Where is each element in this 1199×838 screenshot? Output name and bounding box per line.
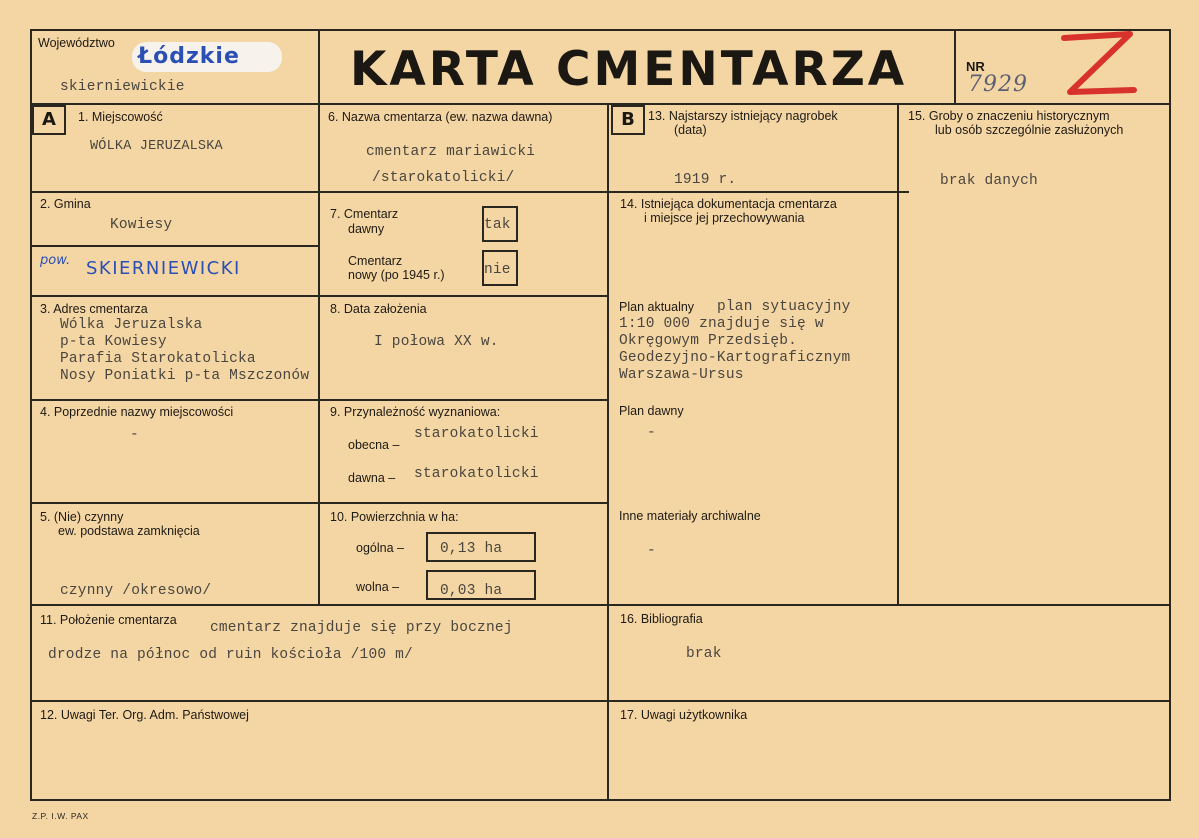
field-7-dawny-value: tak — [484, 217, 511, 233]
field-17-label: 17. Uwagi użytkownika — [620, 708, 748, 722]
page-title: KARTA CMENTARZA — [350, 42, 908, 97]
row-line-3 — [30, 399, 609, 401]
field-12-label: 12. Uwagi Ter. Org. Adm. Państwowej — [40, 708, 249, 722]
section-a-marker: A — [32, 105, 66, 135]
frame-left — [30, 29, 32, 801]
field-11-line-2: drodze na północ od ruin kościoła /100 m/ — [48, 647, 413, 663]
field-3-line-4: Nosy Poniatki p-ta Mszczonów — [60, 368, 310, 384]
field-2-value: Kowiesy — [110, 217, 173, 233]
section-b-marker: B — [611, 105, 645, 135]
field-16-value: brak — [686, 646, 722, 662]
field-9-dawna: dawna – — [348, 471, 396, 485]
plan-dawny-value: - — [647, 425, 656, 441]
field-8-value: I połowa XX w. — [374, 334, 499, 350]
field-13-label-2: (data) — [674, 123, 707, 137]
field-11-line-1: cmentarz znajduje się przy bocznej — [210, 620, 513, 636]
field-7-nowy-2: nowy (po 1945 r.) — [348, 268, 445, 282]
row-line-4 — [30, 502, 609, 504]
field-10-wolna-value: 0,03 ha — [440, 583, 503, 599]
field-16-label: 16. Bibliografia — [620, 612, 703, 626]
field-2-label: 2. Gmina — [40, 197, 91, 211]
row-line-6 — [30, 700, 1171, 702]
header-divider-2 — [954, 29, 956, 105]
plan-aktualny-line-4: Geodezyjno-Kartograficznym — [619, 350, 851, 366]
row-line-5 — [30, 604, 1171, 606]
field-9-obecna-value: starokatolicki — [414, 426, 539, 442]
plan-dawny-label: Plan dawny — [619, 404, 684, 418]
nr-value: 7929 — [968, 72, 1028, 97]
nr-label: NR — [966, 59, 985, 74]
field-13-value: 1919 r. — [674, 172, 737, 188]
wojewodztwo-old: skierniewickie — [60, 79, 185, 95]
pow-value: SKIERNIEWICKI — [86, 258, 241, 279]
field-15-label-1: 15. Groby o znaczeniu historycznym — [908, 109, 1110, 123]
frame-top — [30, 29, 1171, 31]
plan-aktualny-line-2: 1:10 000 znajduje się w — [619, 316, 824, 332]
plan-aktualny-line-1: plan sytuacyjny — [717, 299, 851, 315]
field-14-label-2: i miejsce jej przechowywania — [644, 211, 805, 225]
field-10-ogolna-value: 0,13 ha — [440, 541, 503, 557]
printer-footer: Z.P. I.W. PAX — [32, 811, 89, 821]
field-6-line-2: /starokatolicki/ — [372, 170, 515, 186]
field-5-label-2: ew. podstawa zamknięcia — [58, 524, 200, 538]
field-15-value: brak danych — [940, 173, 1038, 189]
col-divider-2 — [607, 103, 609, 801]
header-bottom-line — [30, 103, 1171, 105]
field-9-obecna: obecna – — [348, 438, 400, 452]
header-divider-1 — [318, 29, 320, 105]
field-3-line-3: Parafia Starokatolicka — [60, 351, 256, 367]
frame-right — [1169, 29, 1171, 801]
plan-aktualny-line-3: Okręgowym Przedsięb. — [619, 333, 798, 349]
inne-materialy-value: - — [647, 543, 656, 559]
field-9-dawna-value: starokatolicki — [414, 466, 539, 482]
field-14-label-1: 14. Istniejąca dokumentacja cmentarza — [620, 197, 837, 211]
field-6-label: 6. Nazwa cmentarza (ew. nazwa dawna) — [328, 110, 553, 124]
field-9-label: 9. Przynależność wyznaniowa: — [330, 405, 501, 419]
field-10-label: 10. Powierzchnia w ha: — [330, 510, 459, 524]
pow-prefix: pow. — [40, 253, 71, 268]
field-7-nowy-value: nie — [484, 262, 511, 278]
field-1-label: 1. Miejscowość — [78, 110, 163, 124]
field-4-value: - — [130, 427, 139, 443]
field-10-wolna: wolna – — [356, 580, 400, 594]
field-3-line-1: Wólka Jeruzalska — [60, 317, 203, 333]
field-11-label: 11. Położenie cmentarza — [40, 613, 177, 627]
field-7-label: 7. Cmentarz — [330, 207, 399, 221]
field-8-label: 8. Data założenia — [330, 302, 427, 316]
field-15-label-2: lub osób szczególnie zasłużonych — [935, 123, 1124, 137]
field-3-label: 3. Adres cmentarza — [40, 302, 148, 316]
inne-materialy-label: Inne materiały archiwalne — [619, 509, 761, 523]
frame-bottom — [30, 799, 1171, 801]
red-z-mark — [1058, 30, 1138, 100]
col-divider-1 — [318, 103, 320, 606]
field-1-value: WÓLKA JERUZALSKA — [90, 139, 223, 154]
wojewodztwo-label: Województwo — [38, 36, 115, 50]
field-10-ogolna: ogólna – — [356, 541, 404, 555]
row-line-1 — [30, 191, 909, 193]
field-5-label-1: 5. (Nie) czynny — [40, 510, 124, 524]
field-3-line-2: p-ta Kowiesy — [60, 334, 167, 350]
plan-aktualny-line-5: Warszawa-Ursus — [619, 367, 744, 383]
field-7-nowy-1: Cmentarz — [348, 254, 403, 268]
plan-aktualny-label: Plan aktualny — [619, 300, 695, 314]
wojewodztwo-value: Łódzkie — [138, 44, 240, 69]
field-13-label-1: 13. Najstarszy istniejący nagrobek — [648, 109, 838, 123]
field-4-label: 4. Poprzednie nazwy miejscowości — [40, 405, 234, 419]
row-line-2 — [30, 295, 609, 297]
col-divider-3 — [897, 103, 899, 606]
field-6-line-1: cmentarz mariawicki — [366, 144, 536, 160]
row-line-2b — [30, 245, 318, 247]
field-7-dawny: dawny — [348, 222, 385, 236]
field-5-value: czynny /okresowo/ — [60, 583, 212, 599]
